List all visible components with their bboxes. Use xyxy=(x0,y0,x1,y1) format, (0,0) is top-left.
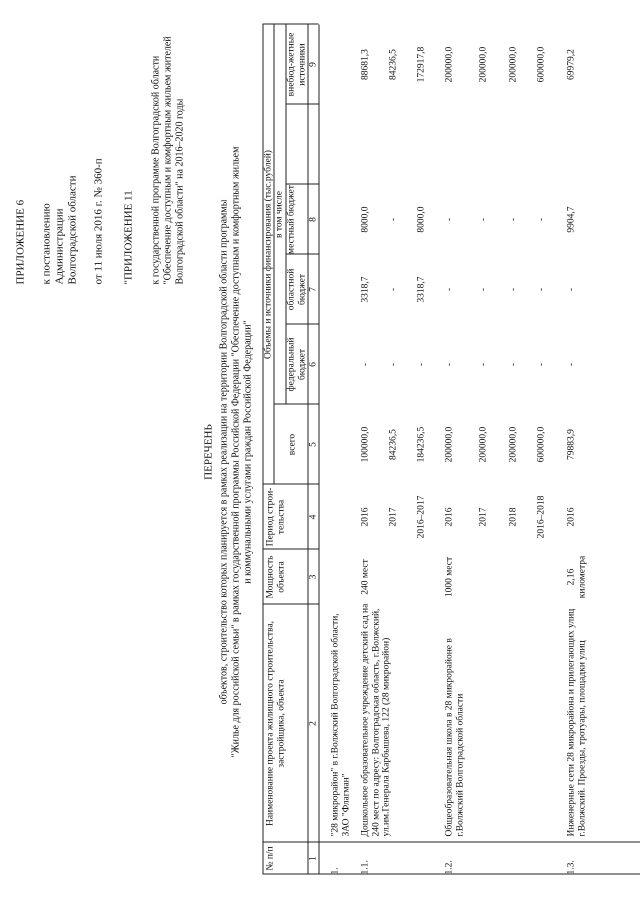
appendix-11-title: "ПРИЛОЖЕНИЕ 11 xyxy=(122,190,135,285)
row-total: 100000,0 xyxy=(360,426,371,463)
row-offbudget: 200000,0 xyxy=(478,46,489,83)
row-name: "28 микрорайон" в г.Волжский Волгоградской области, ЗАО "Флагман" xyxy=(330,613,351,837)
row-regional: - xyxy=(508,287,519,292)
row-federal: - xyxy=(444,362,455,367)
row-local: - xyxy=(536,217,547,222)
row-offbudget: 600000,0 xyxy=(536,46,547,83)
title-line-3: и коммунальными услугами граждан Российской Федерации" xyxy=(242,320,254,584)
col-number: 8 xyxy=(308,217,319,222)
row-offbudget: 200000,0 xyxy=(508,46,519,83)
row-regional: - xyxy=(444,287,455,292)
row-capacity: 2,16 километра xyxy=(566,555,587,599)
row-offbudget: 200000,0 xyxy=(444,46,455,83)
row-local: 9904,7 xyxy=(566,206,577,233)
row-name: Инженерные сети 28 микрорайона и прилегающих улиц г.Волжский. Проезды, тротуары, площадки улиц xyxy=(566,608,587,837)
header-including: в том числе xyxy=(274,191,285,238)
row-total: 600000,0 xyxy=(536,426,547,463)
administration-label: Администрации xyxy=(53,208,66,285)
row-period: 2016 xyxy=(566,507,577,527)
row-total: 84236,5 xyxy=(388,429,399,460)
row-federal: - xyxy=(566,362,577,367)
header-local: местный бюджет xyxy=(286,185,297,254)
header-regional: областной бюджет xyxy=(286,268,307,311)
row-federal: - xyxy=(536,362,547,367)
header-offbudget: внебюд-жетные источники xyxy=(286,32,307,97)
row-regional: - xyxy=(566,287,577,292)
row-local: - xyxy=(478,217,489,222)
header-name: Наименование проекта жилищного строительства, застройщика, объекта xyxy=(265,620,286,827)
col-number: 5 xyxy=(308,442,319,447)
row-name: Общеобразовательная школа в 28 микрорайоне в г.Волжский Волгоградской области xyxy=(444,638,465,837)
header-capacity: Мощность объекта xyxy=(265,555,286,599)
row-federal: - xyxy=(508,362,519,367)
col-number: 9 xyxy=(308,62,319,67)
row-local: - xyxy=(444,217,455,222)
row-offbudget: 172917,8 xyxy=(416,46,427,83)
header-num: № п/п xyxy=(265,846,276,871)
row-period: 2016 xyxy=(444,507,455,527)
col-number: 2 xyxy=(308,721,319,726)
title-line-1: объектов, строительство которых планируется в рамках реализации на территории Волгоградской области программы xyxy=(218,199,230,705)
row-period: 2017 xyxy=(478,507,489,527)
row-local: 8000,0 xyxy=(416,206,427,233)
row-period: 2018 xyxy=(508,507,519,527)
header-federal: федеральный бюджет xyxy=(286,337,307,392)
row-local: - xyxy=(388,217,399,222)
row-capacity: 1000 мест xyxy=(444,556,455,598)
row-total: 200000,0 xyxy=(444,426,455,463)
row-num: 1.2. xyxy=(444,860,455,875)
program-line-1: к государственной программе Волгоградской области xyxy=(150,55,162,285)
col-number: 7 xyxy=(308,287,319,292)
row-name: Дошкольное образовательное учреждение детский сад на 240 мест по адресу: Волгоградская область, г.Волжский, ул.им.Генерала Карбышева, 122 (28 микрорайон) xyxy=(360,603,392,837)
col-number: 3 xyxy=(308,574,319,580)
row-federal: - xyxy=(478,362,489,367)
row-total: 184236,5 xyxy=(416,426,427,463)
col-number: 1 xyxy=(308,856,319,861)
decree-date: от 11 июля 2016 г. № 360-п xyxy=(92,158,105,285)
decree-reference: к постановлению xyxy=(40,203,53,285)
header-total: всего xyxy=(287,433,298,456)
row-total: 200000,0 xyxy=(508,426,519,463)
row-offbudget: 69979,2 xyxy=(566,49,577,80)
row-regional: - xyxy=(478,287,489,292)
row-total: 79883,9 xyxy=(566,429,577,460)
row-regional: - xyxy=(536,287,547,292)
col-number: 4 xyxy=(308,514,319,520)
col-number: 6 xyxy=(308,362,319,367)
row-offbudget: 88681,3 xyxy=(360,49,371,80)
row-period: 2016 xyxy=(360,507,371,527)
row-num: 1.1. xyxy=(360,860,371,875)
row-federal: - xyxy=(416,362,427,367)
row-period: 2017 xyxy=(388,507,399,527)
row-local: - xyxy=(508,217,519,222)
row-capacity: 240 мест xyxy=(360,559,371,595)
row-period: 2016–2018 xyxy=(536,495,547,539)
title-line-2: "Жилье для российской семьи" в рамках государственной программы Российской Федерации "Обеспечение доступным и комфортным жильем xyxy=(230,146,242,758)
list-title: ПЕРЕЧЕНЬ xyxy=(202,424,215,480)
rotated-document xyxy=(1,0,640,905)
row-regional: 3318,7 xyxy=(360,276,371,303)
region-label: Волгоградской области xyxy=(66,175,79,285)
row-offbudget: 84236,5 xyxy=(388,49,399,80)
header-funding: Объемы и источники финансирования (тыс.рублей) xyxy=(263,150,274,359)
row-federal: - xyxy=(388,362,399,367)
header-period: Период строи-тельства xyxy=(265,487,286,547)
row-regional: 3318,7 xyxy=(416,276,427,303)
row-federal: - xyxy=(360,362,371,367)
row-num: 1. xyxy=(330,867,341,875)
row-regional: - xyxy=(388,287,399,292)
row-period: 2016–2017 xyxy=(416,495,427,539)
row-total: 200000,0 xyxy=(478,426,489,463)
row-local: 8000,0 xyxy=(360,206,371,233)
program-line-2: "Обеспечение доступным и комфортным жильем жителей xyxy=(162,36,174,285)
appendix-title: ПРИЛОЖЕНИЕ 6 xyxy=(14,199,27,285)
row-num: 1.3. xyxy=(566,860,577,875)
program-line-3: Волгоградской области" на 2016–2020 годы xyxy=(174,98,186,285)
